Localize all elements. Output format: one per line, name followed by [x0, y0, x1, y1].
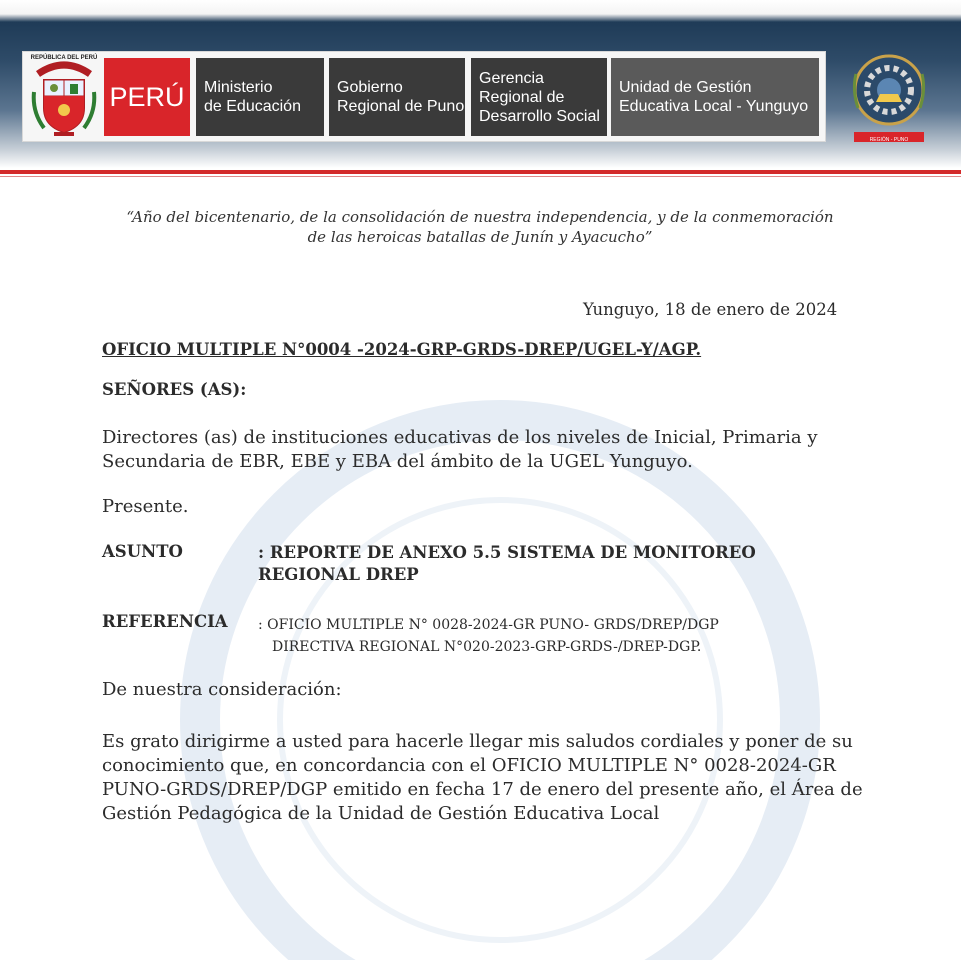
gerencia-line3: Desarrollo Social: [479, 107, 600, 125]
shield-caption: REPÚBLICA DEL PERÚ: [30, 55, 98, 61]
gerencia-line1: Gerencia: [479, 69, 544, 87]
region-puno-emblem-icon: [846, 50, 932, 146]
ministerio-line2: de Educación: [204, 98, 301, 115]
ministerio-box: [196, 58, 324, 136]
gobierno-line2: Regional de Puno: [337, 98, 465, 115]
gobierno-line1: Gobierno: [337, 79, 403, 96]
referencia-value: [258, 614, 878, 658]
ugel-box: [611, 58, 819, 136]
emblem-caption: REGIÓN - PUNO: [869, 137, 909, 143]
asunto-value: : REPORTE DE ANEXO 5.5 SISTEMA DE MONITOREO REGIONAL DREP: [258, 543, 756, 584]
recipients-text: Directores (as) de instituciones educativas de los niveles de Inicial, Primaria y Secundaria de EBR, EBE y EBA del ámbito de la UGEL Yunguyo.: [102, 427, 818, 472]
recipients-heading: SEÑORES (AS):: [102, 380, 247, 399]
asunto-label: ASUNTO: [102, 542, 183, 561]
peru-label: PERÚ: [104, 58, 190, 136]
referencia-line2: DIRECTIVA REGIONAL N°020-2023-GRP-GRDS-/DREP-DGP.: [272, 639, 702, 655]
motto-line2: de las heroicas batallas de Junín y Ayacucho”: [307, 228, 653, 246]
greeting-text: De nuestra consideración:: [102, 679, 342, 700]
presente-text: Presente.: [102, 496, 189, 517]
oficio-number: OFICIO MULTIPLE N°0004 -2024-GRP-GRDS-DREP/UGEL-Y/AGP.: [102, 340, 702, 359]
gerencia-line2: Regional de: [479, 88, 565, 106]
gobierno-box: [329, 58, 465, 136]
referencia-label: REFERENCIA: [102, 612, 228, 631]
peru-coat-of-arms-icon: [30, 52, 98, 138]
header-red-rule-thin: [0, 176, 961, 177]
ugel-line1: Unidad de Gestión: [619, 79, 752, 96]
gerencia-box: [471, 58, 607, 136]
referencia-line1: : OFICIO MULTIPLE N° 0028-2024-GR PUNO- GRDS/DREP/DGP: [258, 617, 719, 633]
header-red-rule: [0, 170, 961, 174]
body-text: Es grato dirigirme a usted para hacerle llegar mis saludos cordiales y poner de su conocimiento que, en concordancia con el OFICIO MULTIPLE N° 0028-2024-GR PUNO-GRDS/DREP/DGP emitido en fecha 17 de enero del presente año, el Área de Gestión Pedagógica de la Unidad de Gestión Educativa Local: [102, 731, 863, 824]
motto-line1: “Año del bicentenario, de la consolidación de nuestra independencia, y de la conmemoración: [126, 208, 834, 226]
motto: [100, 207, 860, 247]
ministerio-line1: Ministerio: [204, 79, 273, 96]
letter-date: Yunguyo, 18 de enero de 2024: [583, 300, 838, 319]
ugel-line2: Educativa Local - Yunguyo: [619, 98, 809, 115]
